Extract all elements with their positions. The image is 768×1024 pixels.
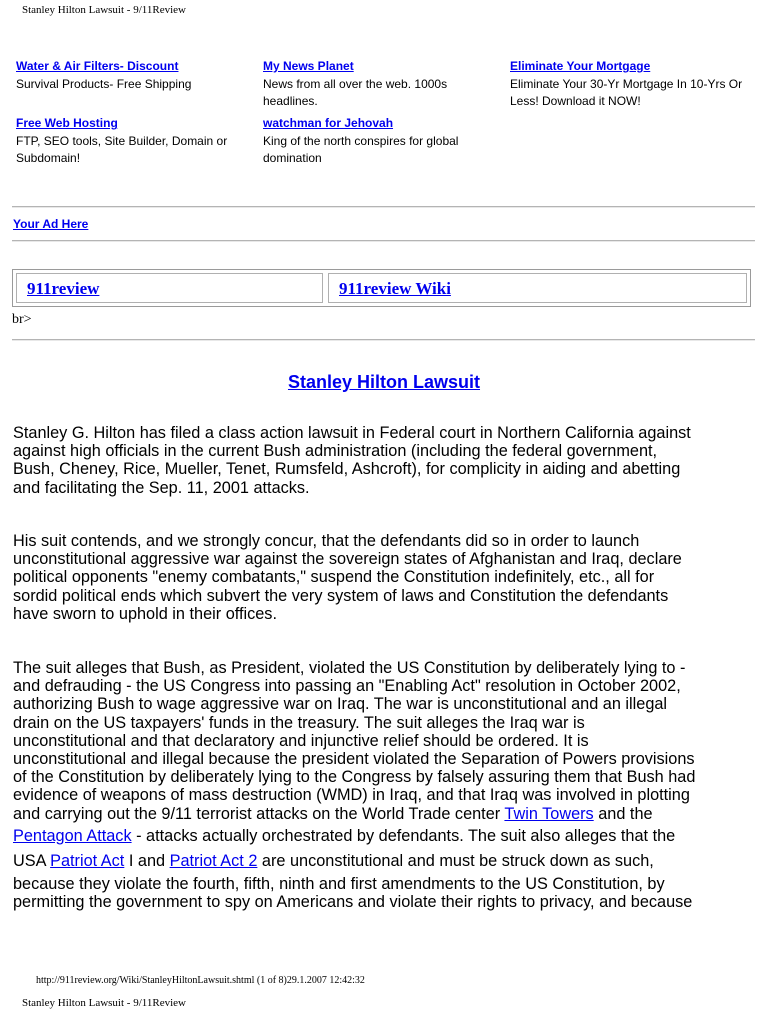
text-segment: - attacks actually orchestrated by defendants. The suit also alleges that the [131,826,676,845]
text-line [13,827,758,852]
text-line: have sworn to uphold in their offices. [13,604,277,623]
text-segment: I and [124,851,170,870]
ad-description: Eliminate Your 30-Yr Mortgage In 10-Yrs Or Less! Download it NOW! [510,76,743,108]
ad-link[interactable]: Eliminate Your Mortgage [510,59,651,73]
nav-link-911review[interactable]: 911review [27,279,100,298]
ad-link[interactable]: Free Web Hosting [16,116,118,130]
text-line: The suit alleges that Bush, as President, violated the US Constitution by deliberately lying to - [13,659,686,677]
text-segment: USA [13,851,51,870]
divider [12,339,755,341]
text-line: and defrauding - the US Congress into passing an "Enabling Act" resolution in October 2002, [13,677,681,696]
ad-item [263,115,499,168]
text-line: political opponents "enemy combatants," suspend the Constitution indefinitely, etc., all for [13,568,655,587]
text-line: Stanley G. Hilton has filed a class action lawsuit in Federal court in Northern California against [13,424,691,442]
ad-item [16,58,252,93]
text-line [13,805,758,827]
stray-markup-text: br> [12,312,32,327]
paragraph-1 [13,424,758,497]
divider [12,206,755,208]
text-segment: are unconstitutional and must be struck down as such, [257,851,654,870]
paragraph-3 [13,659,758,911]
divider [12,240,755,242]
text-line: because they violate the fourth, fifth, ninth and first amendments to the US Constitution, by [13,874,665,893]
ad-link[interactable]: Water & Air Filters- Discount [16,59,179,73]
nav-cell [16,273,323,303]
ad-item [510,58,750,111]
ad-item [263,58,499,111]
nav-cell [328,273,747,303]
ad-description: FTP, SEO tools, Site Builder, Domain or Subdomain! [16,133,228,165]
text-line: sordid political ends which subvert the very system of laws and Constitution the defendants [13,586,669,605]
ad-item [16,115,252,168]
text-line: unconstitutional and that declaratory and injunctive relief should be ordered. It is [13,731,589,750]
text-line: against high officials in the current Bush administration (including the federal government, [13,442,658,461]
link-patriot-act[interactable]: Patriot Act [50,851,125,870]
print-footer-url: http://911review.org/Wiki/StanleyHiltonLawsuit.shtml (1 of 8)29.1.2007 12:42:32 [36,975,365,986]
ad-description: News from all over the web. 1000s headlines. [263,76,448,108]
page-title [0,372,768,393]
link-patriot-act-2[interactable]: Patriot Act 2 [169,851,258,870]
text-segment: and the [593,804,653,823]
print-header-title: Stanley Hilton Lawsuit - 9/11Review [22,4,186,16]
text-line: evidence of weapons of mass destruction (WMD) in Iraq, and that Iraq was involved in plotting [13,786,690,805]
text-line [13,852,758,875]
ad-link[interactable]: My News Planet [263,59,354,73]
link-twin-towers[interactable]: Twin Towers [504,804,594,823]
ad-link[interactable]: watchman for Jehovah [263,116,394,130]
paragraph-2 [13,532,758,623]
page-title-link[interactable]: Stanley Hilton Lawsuit [287,372,481,392]
nav-table [12,269,751,307]
link-pentagon-attack[interactable]: Pentagon Attack [13,826,132,845]
text-line: Bush, Cheney, Rice, Mueller, Tenet, Rumsfeld, Ashcroft), for complicity in aiding and abetting [13,460,681,479]
text-line: unconstitutional and illegal because the president violated the Separation of Powers provisions [13,749,695,768]
text-line: unconstitutional aggressive war against the sovereign states of Afghanistan and Iraq, declare [13,550,682,569]
text-line: His suit contends, and we strongly concur, that the defendants did so in order to launch [13,532,640,550]
ad-description: King of the north conspires for global domination [263,133,459,165]
your-ad-here-link[interactable]: Your Ad Here [13,217,89,231]
text-line: drain on the US taxpayers' funds in the treasury. The suit alleges the Iraq war is [13,713,585,732]
text-line: authorizing Bush to wage aggressive war on Iraq. The war is unconstitutional and an illegal [13,695,668,714]
ad-description: Survival Products- Free Shipping [16,76,192,91]
print-footer-title: Stanley Hilton Lawsuit - 9/11Review [22,997,186,1009]
text-line: permitting the government to spy on Americans and violate their rights to privacy, and because [13,892,693,911]
text-line: of the Constitution by deliberately lying to the Congress by falsely assuring them that Bush had [13,768,696,787]
text-segment: and carrying out the 9/11 terrorist attacks on the World Trade center [13,804,501,823]
text-line: and facilitating the Sep. 11, 2001 attacks. [13,478,310,497]
nav-link-911review-wiki[interactable]: 911review Wiki [339,279,451,298]
